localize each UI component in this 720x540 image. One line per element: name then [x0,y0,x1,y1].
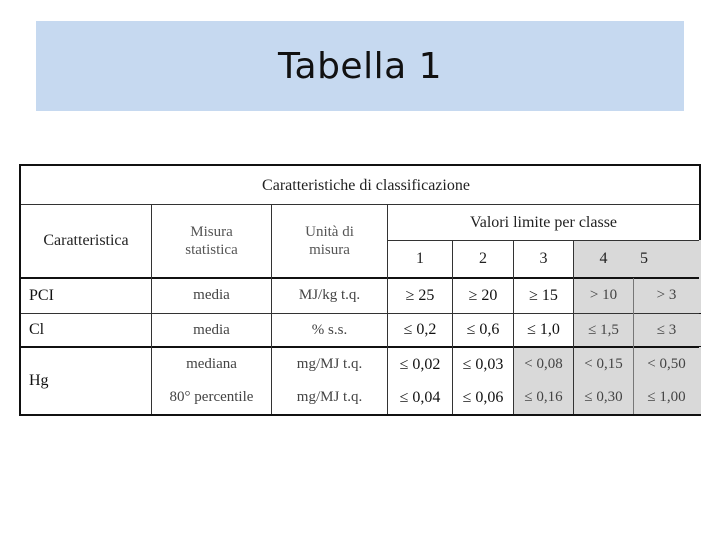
slide-title-bar [36,21,684,111]
header-unita-line1: Unità di [305,224,354,240]
header-misura-line2: statistica [185,242,238,258]
row-pci-class-4: > 10 [589,287,618,303]
slide-title: Tabella 1 [277,45,442,87]
header-unita [272,206,387,276]
header-caratteristica: Caratteristica [43,232,129,249]
row-hg-mediana-class-2: ≤ 0,03 [462,355,504,373]
row-hg-mediana-misura: mediana [186,356,237,372]
row-hg-mediana-class-5: < 0,50 [647,356,686,372]
classification-table [19,164,701,416]
header-class-4: 4 [599,250,608,267]
row-cl-class-3: ≤ 1,0 [527,321,560,338]
row-hg-percentile-class-5: ≤ 1,00 [647,389,686,405]
row-pci-caratteristica: PCI [29,286,54,304]
row-hg-percentile-class-3: ≤ 0,16 [524,389,563,405]
row-cl-class-1: ≤ 0,2 [403,321,437,338]
row-hg-mediana-class-1: ≤ 0,02 [399,355,441,373]
row-pci-class-5: > 3 [656,287,677,303]
row-cl-class-5: ≤ 3 [656,321,677,338]
row-hg-mediana-class-3: < 0,08 [524,356,563,372]
row-pci-class-2: ≥ 20 [468,286,498,304]
row-cl-unita: % s.s. [311,321,348,338]
row-pci-misura: media [193,287,230,303]
row-hg-percentile-unita: mg/MJ t.q. [296,389,363,405]
row-pci-class-1: ≥ 25 [405,286,435,304]
row-hg-mediana-class-4: < 0,15 [584,356,623,372]
header-unita-line2: misura [309,242,350,258]
row-cl-misura: media [193,321,230,338]
rule-under-caption [21,204,699,205]
row-hg-percentile-class-4: ≤ 0,30 [584,389,623,405]
row-hg-caratteristica: Hg [29,372,49,389]
row-cl-class-2: ≤ 0,6 [466,321,500,338]
header-misura [152,206,271,276]
header-misura-line1: Misura [190,224,233,240]
row-pci-class-3: ≥ 15 [529,286,558,304]
row-cl-caratteristica: Cl [29,321,45,338]
table-caption: Caratteristiche di classificazione [262,177,470,194]
row-cl-class-4: ≤ 1,5 [588,321,619,338]
row-hg-mediana-unita: mg/MJ t.q. [296,356,363,372]
row-hg-percentile-misura: 80° percentile [169,389,254,405]
header-class-5: 5 [640,250,648,267]
row-hg-percentile-class-1: ≤ 0,04 [399,388,441,406]
header-class-3: 3 [539,250,548,267]
row-pci-unita: MJ/kg t.q. [298,287,361,303]
header-class-1: 1 [416,250,424,267]
row-hg-percentile-class-2: ≤ 0,06 [462,388,504,406]
header-class-2: 2 [479,250,487,267]
header-valori: Valori limite per classe [469,214,618,231]
